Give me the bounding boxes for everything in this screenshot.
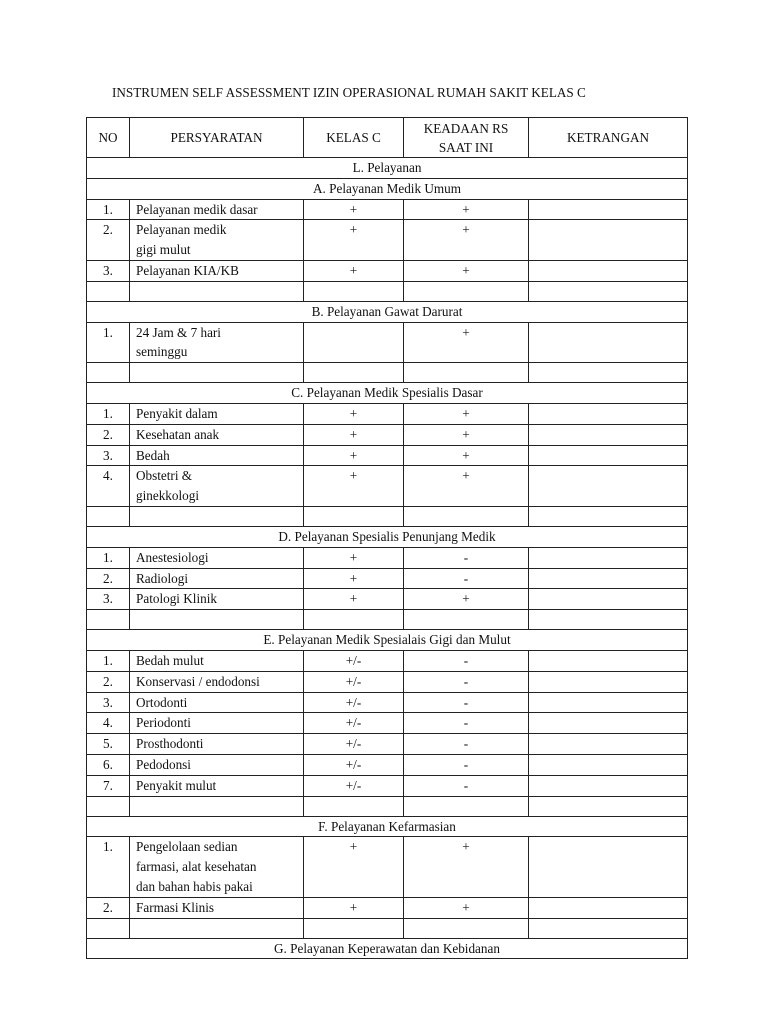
cell-no: 1. bbox=[87, 837, 130, 897]
persyaratan-line: Farmasi Klinis bbox=[136, 899, 215, 915]
blank-cell-persyaratan bbox=[130, 918, 304, 938]
cell-keadaan: - bbox=[404, 734, 529, 755]
cell-no: 2. bbox=[87, 671, 130, 692]
cell-persyaratan bbox=[130, 650, 304, 671]
section-row bbox=[87, 630, 688, 651]
cell-kelas-c: + bbox=[304, 260, 404, 281]
section-label: L. Pelayanan bbox=[87, 158, 688, 179]
cell-keadaan: - bbox=[404, 568, 529, 589]
cell-no: 2. bbox=[87, 568, 130, 589]
cell-keterangan bbox=[529, 589, 688, 610]
table-row bbox=[87, 568, 688, 589]
persyaratan-line: Penyakit dalam bbox=[136, 405, 218, 421]
persyaratan-line: Konservasi / endodonsi bbox=[136, 673, 260, 689]
blank-cell-persyaratan bbox=[130, 281, 304, 301]
cell-keadaan: + bbox=[404, 466, 529, 507]
cell-no: 3. bbox=[87, 260, 130, 281]
persyaratan-line: ginekkologi bbox=[136, 488, 200, 504]
cell-kelas-c: + bbox=[304, 403, 404, 424]
blank-row bbox=[87, 796, 688, 816]
assessment-table bbox=[86, 117, 688, 959]
cell-kelas-c: + bbox=[304, 445, 404, 466]
cell-keadaan: - bbox=[404, 775, 529, 796]
cell-persyaratan bbox=[130, 713, 304, 734]
cell-kelas-c: + bbox=[304, 837, 404, 897]
blank-cell-ket bbox=[529, 363, 688, 383]
cell-keterangan bbox=[529, 713, 688, 734]
section-row bbox=[87, 938, 688, 959]
table-row bbox=[87, 466, 688, 507]
header-kelas-c: KELAS C bbox=[304, 118, 404, 158]
cell-keterangan bbox=[529, 445, 688, 466]
table-row bbox=[87, 671, 688, 692]
cell-no: 4. bbox=[87, 466, 130, 507]
blank-cell-persyaratan bbox=[130, 796, 304, 816]
cell-keadaan: + bbox=[404, 199, 529, 220]
persyaratan-line: seminggu bbox=[136, 344, 188, 360]
cell-no: 3. bbox=[87, 692, 130, 713]
cell-persyaratan bbox=[130, 775, 304, 796]
persyaratan-line: gigi mulut bbox=[136, 242, 191, 258]
cell-no: 3. bbox=[87, 589, 130, 610]
cell-keadaan: - bbox=[404, 650, 529, 671]
table-row bbox=[87, 322, 688, 363]
persyaratan-line: Radiologi bbox=[136, 570, 189, 586]
cell-keadaan: - bbox=[404, 713, 529, 734]
cell-persyaratan bbox=[130, 754, 304, 775]
cell-keadaan: + bbox=[404, 837, 529, 897]
table-row bbox=[87, 589, 688, 610]
cell-no: 1. bbox=[87, 547, 130, 568]
cell-persyaratan bbox=[130, 589, 304, 610]
header-keadaan-line2: SAAT INI bbox=[438, 139, 494, 155]
cell-no: 1. bbox=[87, 650, 130, 671]
table-row bbox=[87, 403, 688, 424]
blank-cell-kelas bbox=[304, 610, 404, 630]
cell-keadaan: + bbox=[404, 589, 529, 610]
cell-keadaan: + bbox=[404, 424, 529, 445]
table-row bbox=[87, 837, 688, 897]
table-row bbox=[87, 424, 688, 445]
cell-kelas-c: + bbox=[304, 466, 404, 507]
blank-cell-ket bbox=[529, 918, 688, 938]
cell-keterangan bbox=[529, 220, 688, 261]
blank-cell-keadaan bbox=[404, 610, 529, 630]
cell-persyaratan bbox=[130, 403, 304, 424]
persyaratan-line: Prosthodonti bbox=[136, 736, 204, 752]
cell-kelas-c: + bbox=[304, 897, 404, 918]
cell-keterangan bbox=[529, 650, 688, 671]
section-row bbox=[87, 158, 688, 179]
cell-persyaratan bbox=[130, 322, 304, 363]
blank-cell-ket bbox=[529, 796, 688, 816]
table-row bbox=[87, 734, 688, 755]
blank-cell-no bbox=[87, 918, 130, 938]
table-row bbox=[87, 445, 688, 466]
cell-no: 4. bbox=[87, 713, 130, 734]
cell-persyaratan bbox=[130, 424, 304, 445]
cell-keadaan: + bbox=[404, 897, 529, 918]
cell-persyaratan bbox=[130, 547, 304, 568]
cell-keterangan bbox=[529, 754, 688, 775]
table-row bbox=[87, 897, 688, 918]
cell-no: 6. bbox=[87, 754, 130, 775]
cell-keadaan: - bbox=[404, 547, 529, 568]
cell-persyaratan bbox=[130, 837, 304, 897]
cell-kelas-c: +/- bbox=[304, 734, 404, 755]
cell-keterangan bbox=[529, 403, 688, 424]
cell-persyaratan bbox=[130, 734, 304, 755]
cell-keadaan: + bbox=[404, 322, 529, 363]
blank-cell-ket bbox=[529, 506, 688, 526]
cell-keterangan bbox=[529, 199, 688, 220]
blank-cell-kelas bbox=[304, 918, 404, 938]
header-keterangan: KETRANGAN bbox=[529, 118, 688, 158]
cell-persyaratan bbox=[130, 897, 304, 918]
cell-no: 3. bbox=[87, 445, 130, 466]
cell-keterangan bbox=[529, 837, 688, 897]
cell-kelas-c: +/- bbox=[304, 650, 404, 671]
cell-keadaan: + bbox=[404, 445, 529, 466]
cell-keterangan bbox=[529, 692, 688, 713]
section-label: C. Pelayanan Medik Spesialis Dasar bbox=[87, 383, 688, 404]
blank-cell-kelas bbox=[304, 506, 404, 526]
section-row bbox=[87, 816, 688, 837]
cell-keadaan: + bbox=[404, 220, 529, 261]
persyaratan-line: 24 Jam & 7 hari bbox=[136, 324, 221, 340]
cell-keterangan bbox=[529, 897, 688, 918]
blank-cell-kelas bbox=[304, 796, 404, 816]
cell-kelas-c: + bbox=[304, 199, 404, 220]
table-row bbox=[87, 692, 688, 713]
cell-keterangan bbox=[529, 568, 688, 589]
cell-persyaratan bbox=[130, 199, 304, 220]
table-row bbox=[87, 260, 688, 281]
cell-kelas-c: +/- bbox=[304, 692, 404, 713]
persyaratan-line: farmasi, alat kesehatan bbox=[136, 859, 257, 875]
cell-kelas-c: + bbox=[304, 220, 404, 261]
cell-keterangan bbox=[529, 322, 688, 363]
section-label: G. Pelayanan Keperawatan dan Kebidanan bbox=[87, 938, 688, 959]
cell-persyaratan bbox=[130, 220, 304, 261]
table-row bbox=[87, 547, 688, 568]
cell-kelas-c: + bbox=[304, 589, 404, 610]
cell-keterangan bbox=[529, 734, 688, 755]
blank-row bbox=[87, 918, 688, 938]
cell-no: 2. bbox=[87, 424, 130, 445]
persyaratan-line: Pedodonsi bbox=[136, 756, 191, 772]
cell-persyaratan bbox=[130, 671, 304, 692]
table-row bbox=[87, 220, 688, 261]
cell-keadaan: + bbox=[404, 403, 529, 424]
section-row bbox=[87, 526, 688, 547]
cell-kelas-c: + bbox=[304, 547, 404, 568]
blank-cell-no bbox=[87, 610, 130, 630]
cell-kelas-c: +/- bbox=[304, 754, 404, 775]
table-row bbox=[87, 650, 688, 671]
cell-no: 1. bbox=[87, 199, 130, 220]
cell-no: 1. bbox=[87, 403, 130, 424]
cell-keadaan: - bbox=[404, 754, 529, 775]
cell-persyaratan bbox=[130, 568, 304, 589]
cell-kelas-c: +/- bbox=[304, 775, 404, 796]
table-row bbox=[87, 754, 688, 775]
blank-row bbox=[87, 610, 688, 630]
cell-persyaratan bbox=[130, 692, 304, 713]
section-label: B. Pelayanan Gawat Darurat bbox=[87, 301, 688, 322]
blank-cell-no bbox=[87, 281, 130, 301]
blank-cell-keadaan bbox=[404, 281, 529, 301]
blank-cell-ket bbox=[529, 281, 688, 301]
cell-keterangan bbox=[529, 260, 688, 281]
persyaratan-line: Patologi Klinik bbox=[136, 591, 217, 607]
cell-kelas-c bbox=[304, 322, 404, 363]
cell-persyaratan bbox=[130, 466, 304, 507]
cell-keterangan bbox=[529, 424, 688, 445]
document-title: INSTRUMEN SELF ASSESSMENT IZIN OPERASIONAL RUMAH SAKIT KELAS C bbox=[112, 85, 586, 100]
header-keadaan-rs bbox=[404, 118, 529, 158]
cell-keadaan: - bbox=[404, 671, 529, 692]
cell-kelas-c: + bbox=[304, 568, 404, 589]
blank-cell-ket bbox=[529, 610, 688, 630]
blank-cell-persyaratan bbox=[130, 610, 304, 630]
table-row bbox=[87, 775, 688, 796]
blank-cell-no bbox=[87, 796, 130, 816]
table-row bbox=[87, 199, 688, 220]
blank-row bbox=[87, 363, 688, 383]
table-row bbox=[87, 713, 688, 734]
persyaratan-line: Ortodonti bbox=[136, 694, 188, 710]
persyaratan-line: Kesehatan anak bbox=[136, 426, 220, 442]
blank-cell-no bbox=[87, 363, 130, 383]
persyaratan-line: Bedah mulut bbox=[136, 652, 204, 668]
section-row bbox=[87, 178, 688, 199]
persyaratan-line: Pelayanan KIA/KB bbox=[136, 262, 239, 278]
persyaratan-line: Penyakit mulut bbox=[136, 777, 217, 793]
cell-keadaan: - bbox=[404, 692, 529, 713]
cell-keterangan bbox=[529, 671, 688, 692]
blank-cell-keadaan bbox=[404, 918, 529, 938]
cell-no: 7. bbox=[87, 775, 130, 796]
section-label: F. Pelayanan Kefarmasian bbox=[87, 816, 688, 837]
persyaratan-line: Pelayanan medik bbox=[136, 222, 227, 238]
cell-persyaratan bbox=[130, 260, 304, 281]
cell-keterangan bbox=[529, 547, 688, 568]
header-row bbox=[87, 118, 688, 158]
cell-no: 2. bbox=[87, 220, 130, 261]
blank-cell-keadaan bbox=[404, 363, 529, 383]
blank-cell-keadaan bbox=[404, 796, 529, 816]
blank-cell-kelas bbox=[304, 363, 404, 383]
blank-row bbox=[87, 281, 688, 301]
section-label: E. Pelayanan Medik Spesialais Gigi dan Mulut bbox=[87, 630, 688, 651]
cell-keadaan: + bbox=[404, 260, 529, 281]
persyaratan-line: Obstetri & bbox=[136, 468, 193, 484]
cell-keterangan bbox=[529, 775, 688, 796]
blank-cell-no bbox=[87, 506, 130, 526]
section-label: D. Pelayanan Spesialis Penunjang Medik bbox=[87, 526, 688, 547]
cell-no: 5. bbox=[87, 734, 130, 755]
cell-kelas-c: + bbox=[304, 424, 404, 445]
blank-row bbox=[87, 506, 688, 526]
header-no: NO bbox=[87, 118, 130, 158]
section-row bbox=[87, 383, 688, 404]
blank-cell-kelas bbox=[304, 281, 404, 301]
cell-keterangan bbox=[529, 466, 688, 507]
cell-no: 1. bbox=[87, 322, 130, 363]
cell-kelas-c: +/- bbox=[304, 713, 404, 734]
cell-no: 2. bbox=[87, 897, 130, 918]
table-body bbox=[87, 158, 688, 959]
blank-cell-persyaratan bbox=[130, 363, 304, 383]
header-persyaratan: PERSYARATAN bbox=[130, 118, 304, 158]
blank-cell-persyaratan bbox=[130, 506, 304, 526]
section-row bbox=[87, 301, 688, 322]
cell-kelas-c: +/- bbox=[304, 671, 404, 692]
persyaratan-line: Bedah bbox=[136, 447, 170, 463]
persyaratan-line: Pengelolaan sedian bbox=[136, 839, 238, 855]
header-keadaan-line1: KEADAAN RS bbox=[423, 120, 509, 136]
persyaratan-line: Pelayanan medik dasar bbox=[136, 201, 258, 217]
persyaratan-line: Anestesiologi bbox=[136, 549, 209, 565]
cell-persyaratan bbox=[130, 445, 304, 466]
persyaratan-line: Periodonti bbox=[136, 715, 191, 731]
blank-cell-keadaan bbox=[404, 506, 529, 526]
persyaratan-line: dan bahan habis pakai bbox=[136, 878, 253, 894]
section-label: A. Pelayanan Medik Umum bbox=[87, 178, 688, 199]
